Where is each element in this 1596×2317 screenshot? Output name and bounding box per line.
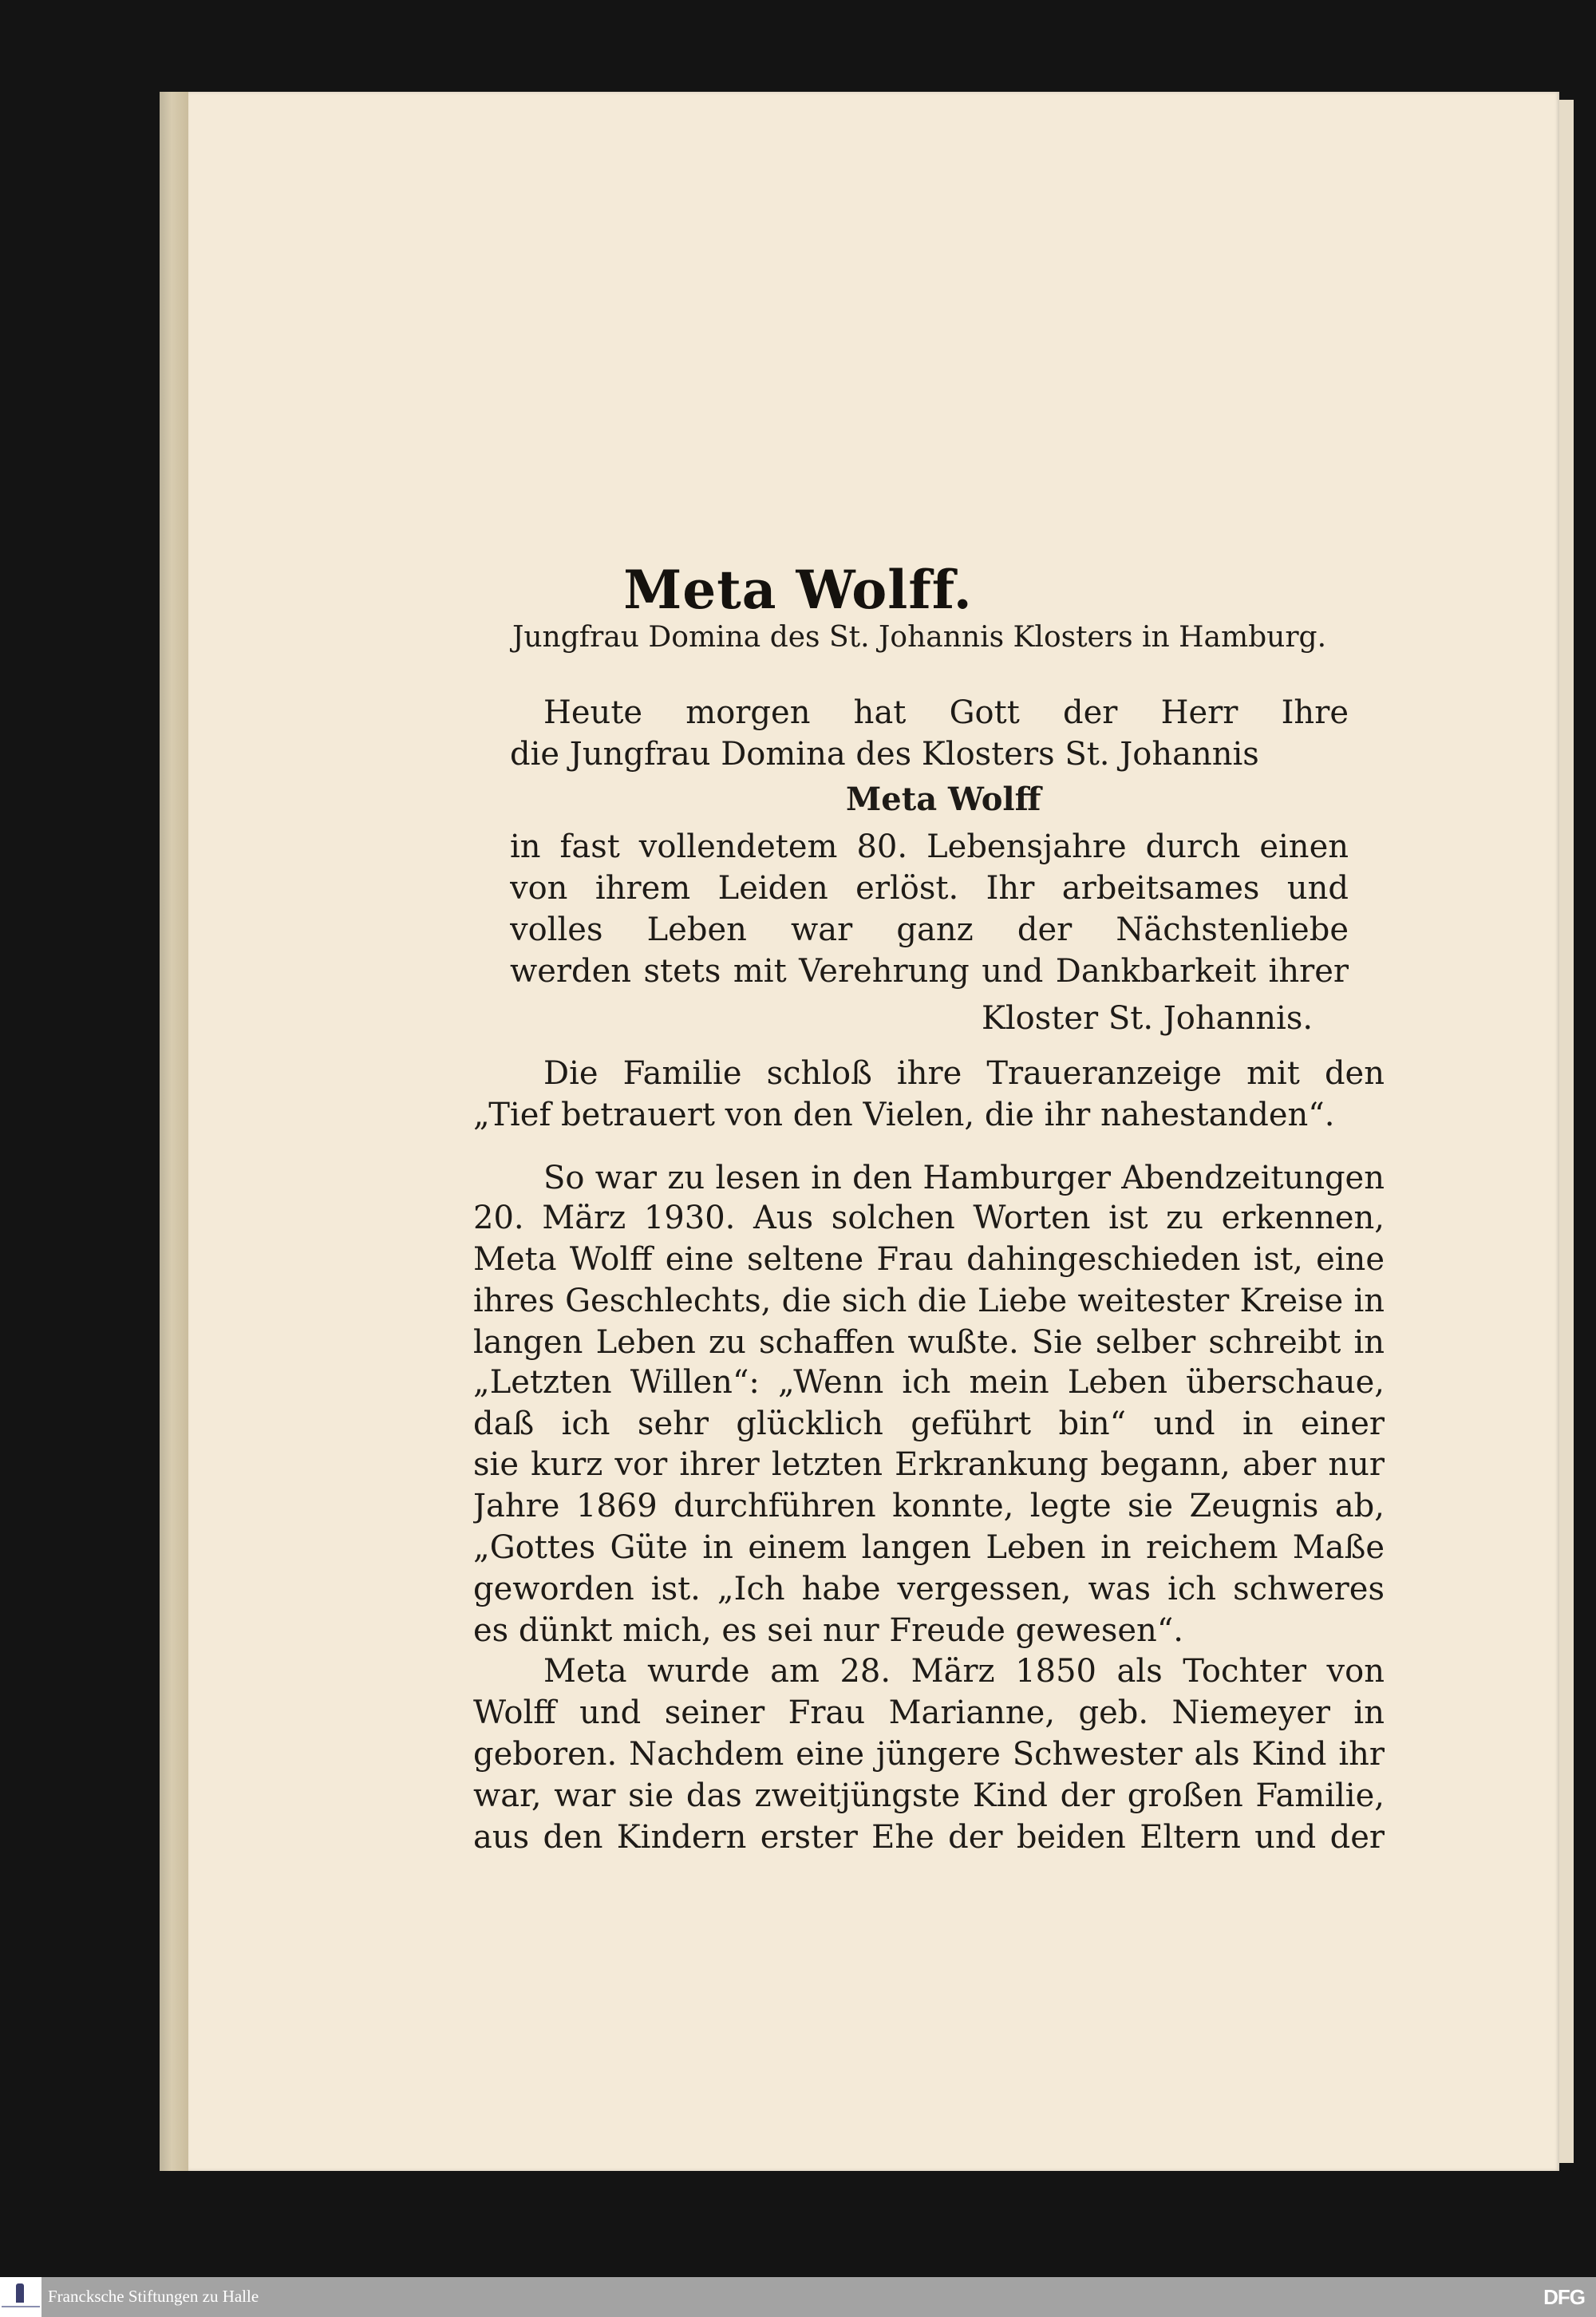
text-line: volles Leben war ganz der Nächstenliebe [510,911,1349,948]
text-line: Meta wurde am 28. März 1850 als Tochter von [543,1653,1385,1690]
text-line: Die Familie schloß ihre Traueranzeige mit den [543,1055,1385,1092]
dfg-logo[interactable]: DFG [1543,2285,1585,2309]
text-line: es dünkt mich, es sei nur Freude gewesen“. [473,1612,1183,1649]
text-line: Jahre 1869 durchführen konnte, legte sie Zeugnis ab, [473,1488,1385,1524]
book-spine [160,92,190,2171]
text-line: Meta Wolff eine seltene Frau dahingeschieden ist, eine [473,1241,1385,1278]
name-line: Meta Wolff [846,781,1041,818]
text-line: daß ich sehr glücklich geführt bin“ und in einer [473,1406,1385,1442]
text-line: geworden ist. „Ich habe vergessen, was ich schweres [473,1571,1385,1607]
text-line: die Jungfrau Domina des Klosters St. Johannis [510,736,1259,773]
text-line: Kloster St. Johannis. [982,1000,1314,1037]
text-line: war, war sie das zweitjüngste Kind der großen Familie, [473,1777,1385,1814]
text-line: ihres Geschlechts, die sich die Liebe weitester Kreise in [473,1283,1385,1319]
footer-bar [0,2277,1596,2317]
text-line: Heute morgen hat Gott der Herr Ihre [543,694,1349,731]
text-line: Wolff und seiner Frau Marianne, geb. Niemeyer in [473,1694,1385,1731]
text-line: „Gottes Güte in einem langen Leben in reichem Maße [473,1529,1385,1566]
text-line: von ihrem Leiden erlöst. Ihr arbeitsames und [510,870,1349,907]
text-line: langen Leben zu schaffen wußte. Sie selber schreibt in [473,1324,1385,1361]
text-line: So war zu lesen in den Hamburger Abendzeitungen [543,1160,1385,1196]
institution-name[interactable]: Francksche Stiftungen zu Halle [48,2287,259,2306]
text-line: aus den Kindern erster Ehe der beiden Eltern und der [473,1819,1385,1856]
text-line: werden stets mit Verehrung und Dankbarkeit ihrer [510,953,1349,990]
page-subtitle: Jungfrau Domina des St. Johannis Klosters in Hamburg. [512,621,1327,654]
text-line: „Letzten Willen“: „Wenn ich mein Leben überschaue, [473,1364,1385,1401]
text-line: sie kurz vor ihrer letzten Erkrankung begann, aber nur [473,1446,1385,1483]
page-title: Meta Wolff. [623,559,973,621]
text-line: 20. März 1930. Aus solchen Worten ist zu erkennen, [473,1200,1385,1236]
text-line: in fast vollendetem 80. Lebensjahre durch einen [510,828,1349,865]
institution-logo-icon[interactable] [0,2277,41,2317]
text-line: „Tief betrauert von den Vielen, die ihr nahestanden“. [473,1097,1335,1133]
text-line: geboren. Nachdem eine jüngere Schwester als Kind ihr [473,1736,1385,1773]
